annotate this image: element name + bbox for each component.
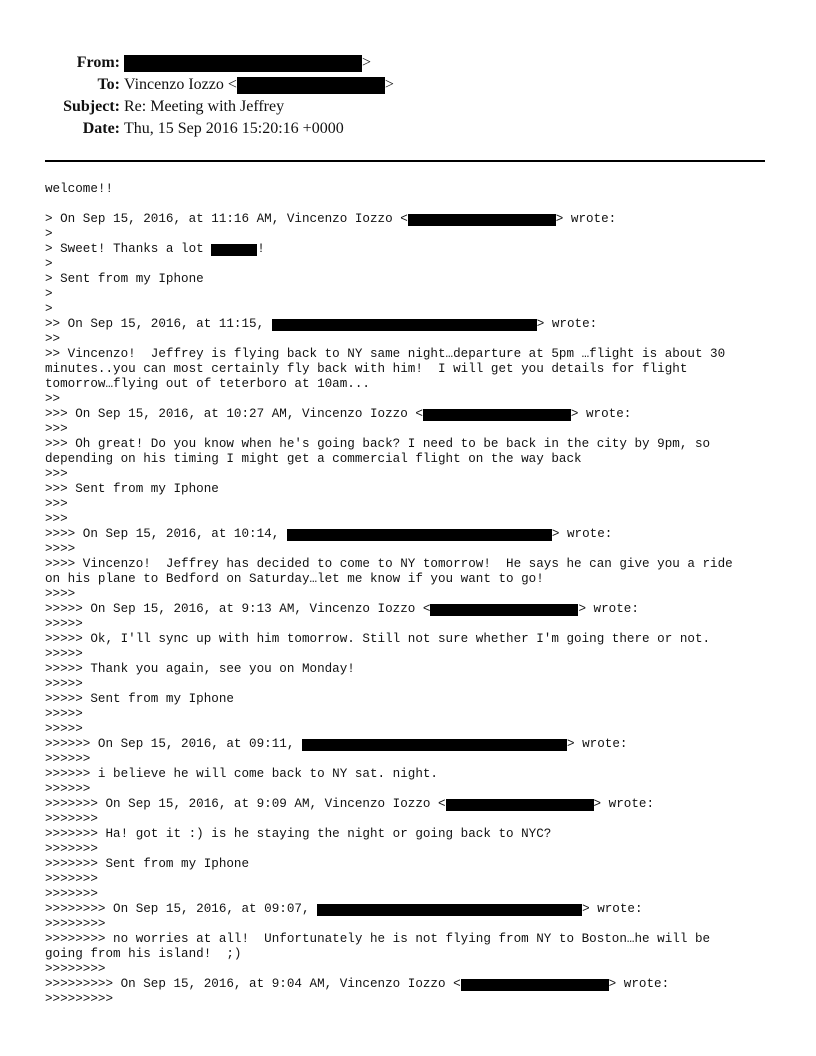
body-line: >>>>>> i believe he will come back to NY sat. night. — [45, 767, 438, 781]
redaction-block — [272, 319, 537, 331]
body-line: >>> — [45, 512, 68, 526]
to-suffix: > — [384, 76, 394, 93]
redaction-block — [287, 529, 552, 541]
quote-header-text: >>>>>>> On Sep 15, 2016, at 9:09 AM, Vincenzo Iozzo < — [45, 797, 446, 811]
quote-header-line — [45, 977, 770, 992]
date-label: Date: — [82, 120, 120, 137]
body-line: >>>>>> — [45, 752, 91, 766]
redaction-block — [423, 409, 571, 421]
quote-header-suffix: > wrote: — [551, 527, 613, 541]
from-value — [124, 52, 371, 74]
to-value — [124, 74, 394, 96]
date-row — [0, 118, 816, 140]
subject-label: Subject: — [63, 98, 120, 115]
body-line: >>>>>>> — [45, 887, 98, 901]
quote-header-text: >>>>>>>> On Sep 15, 2016, at 09:07, — [45, 902, 318, 916]
body-line: > Sent from my Iphone — [45, 272, 204, 286]
redaction-block — [430, 604, 578, 616]
body-line: >>>>>>>> — [45, 917, 106, 931]
quote-header-text: >>>>>> On Sep 15, 2016, at 09:11, — [45, 737, 302, 751]
body-line: >>>>> Ok, I'll sync up with him tomorrow. Still not sure whether I'm going there or not. — [45, 632, 711, 646]
body-line: >>>>> — [45, 617, 83, 631]
quote-header-line — [45, 737, 770, 752]
quote-header-line — [45, 407, 770, 422]
body-line: >>>>> — [45, 677, 83, 691]
to-row — [0, 74, 816, 96]
from-suffix: > — [362, 54, 372, 71]
body-line: >>> — [45, 497, 68, 511]
body-line: depending on his timing I might get a commercial flight on the way back — [45, 452, 582, 466]
quote-header-suffix: > wrote: — [555, 212, 617, 226]
body-line: >>>>>>> — [45, 812, 98, 826]
quote-header-line — [45, 527, 770, 542]
body-text: > Sweet! Thanks a lot — [45, 242, 212, 256]
quote-header-suffix: > wrote: — [536, 317, 598, 331]
body-line: >>>>>>> — [45, 872, 98, 886]
quote-header-text: >>> On Sep 15, 2016, at 10:27 AM, Vincenzo Iozzo < — [45, 407, 423, 421]
body-line: >>>>> — [45, 647, 83, 661]
quote-header-line — [45, 317, 770, 332]
body-line: going from his island! ;) — [45, 947, 242, 961]
email-body — [45, 182, 770, 1007]
body-line: >>> Oh great! Do you know when he's going back? I need to be back in the city by 9pm, so — [45, 437, 711, 451]
quote-header-text: >>>>> On Sep 15, 2016, at 9:13 AM, Vincenzo Iozzo < — [45, 602, 431, 616]
body-line: >> — [45, 392, 61, 406]
redaction-block — [211, 244, 257, 256]
header-divider — [45, 160, 765, 162]
body-line: > — [45, 257, 53, 271]
body-line: > — [45, 287, 53, 301]
date-value: Thu, 15 Sep 2016 15:20:16 +0000 — [124, 120, 344, 137]
body-line: >>>>>> — [45, 782, 91, 796]
body-line: on his plane to Bedford on Saturday…let me know if you want to go! — [45, 572, 544, 586]
body-line: >> — [45, 332, 61, 346]
redaction-block — [446, 799, 594, 811]
body-line — [45, 242, 770, 257]
from-label: From: — [76, 54, 120, 71]
from-row — [0, 52, 816, 74]
quote-header-line — [45, 212, 770, 227]
body-line: >>>> — [45, 542, 76, 556]
quote-header-suffix: > wrote: — [578, 602, 639, 616]
quote-header-suffix: > wrote: — [566, 737, 628, 751]
body-line: >>>>> — [45, 707, 83, 721]
quote-header-text: > On Sep 15, 2016, at 11:16 AM, Vincenzo Iozzo < — [45, 212, 408, 226]
quote-header-line — [45, 902, 770, 917]
body-line: welcome!! — [45, 182, 114, 196]
body-line — [45, 197, 770, 212]
body-line: >>>>>>>> no worries at all! Unfortunately he is not flying from NY to Boston…he will be — [45, 932, 711, 946]
body-line: >> Vincenzo! Jeffrey is flying back to NY same night…departure at 5pm …flight is about 30 — [45, 347, 726, 361]
body-line: >>>>>>> Ha! got it :) is he staying the night or going back to NYC? — [45, 827, 552, 841]
email-header — [0, 52, 816, 140]
redaction-block — [461, 979, 609, 991]
quote-header-text: >>>>>>>>> On Sep 15, 2016, at 9:04 AM, Vincenzo Iozzo < — [45, 977, 461, 991]
quote-header-text: >> On Sep 15, 2016, at 11:15, — [45, 317, 272, 331]
body-line: >>>>>>> — [45, 842, 98, 856]
body-line: >>>>>>>> — [45, 962, 106, 976]
to-prefix: Vincenzo Iozzo < — [124, 76, 237, 93]
quote-header-suffix: > wrote: — [570, 407, 632, 421]
body-line: > — [45, 227, 53, 241]
quote-header-suffix: > wrote: — [582, 902, 643, 916]
redaction-block — [408, 214, 556, 226]
body-line: >>>>>>> Sent from my Iphone — [45, 857, 250, 871]
body-line: >>>>> Thank you again, see you on Monday! — [45, 662, 355, 676]
body-line: >>> — [45, 467, 68, 481]
body-text: ! — [257, 242, 265, 256]
redaction-block — [317, 904, 582, 916]
quote-header-line — [45, 797, 770, 812]
body-line: >>>> Vincenzo! Jeffrey has decided to come to NY tomorrow! He says he can give you a ride — [45, 557, 733, 571]
body-line: >>>>> — [45, 722, 83, 736]
body-line: >>>> — [45, 587, 76, 601]
body-line: > — [45, 302, 53, 316]
subject-value: Re: Meeting with Jeffrey — [124, 98, 285, 115]
redaction-block — [302, 739, 567, 751]
body-line: minutes..you can most certainly fly back with him! I will get you details for flight — [45, 362, 688, 376]
subject-row — [0, 96, 816, 118]
body-line: >>> Sent from my Iphone — [45, 482, 219, 496]
body-line: >>>>>>>>> — [45, 992, 114, 1006]
quote-header-suffix: > wrote: — [608, 977, 670, 991]
to-label: To: — [97, 76, 120, 93]
redaction-block — [124, 55, 362, 72]
body-line: tomorrow…flying out of teterboro at 10am... — [45, 377, 370, 391]
body-line: >>>>> Sent from my Iphone — [45, 692, 234, 706]
quote-header-suffix: > wrote: — [593, 797, 655, 811]
body-line: >>> — [45, 422, 68, 436]
quote-header-text: >>>> On Sep 15, 2016, at 10:14, — [45, 527, 287, 541]
redaction-block — [237, 77, 385, 94]
quote-header-line — [45, 602, 770, 617]
